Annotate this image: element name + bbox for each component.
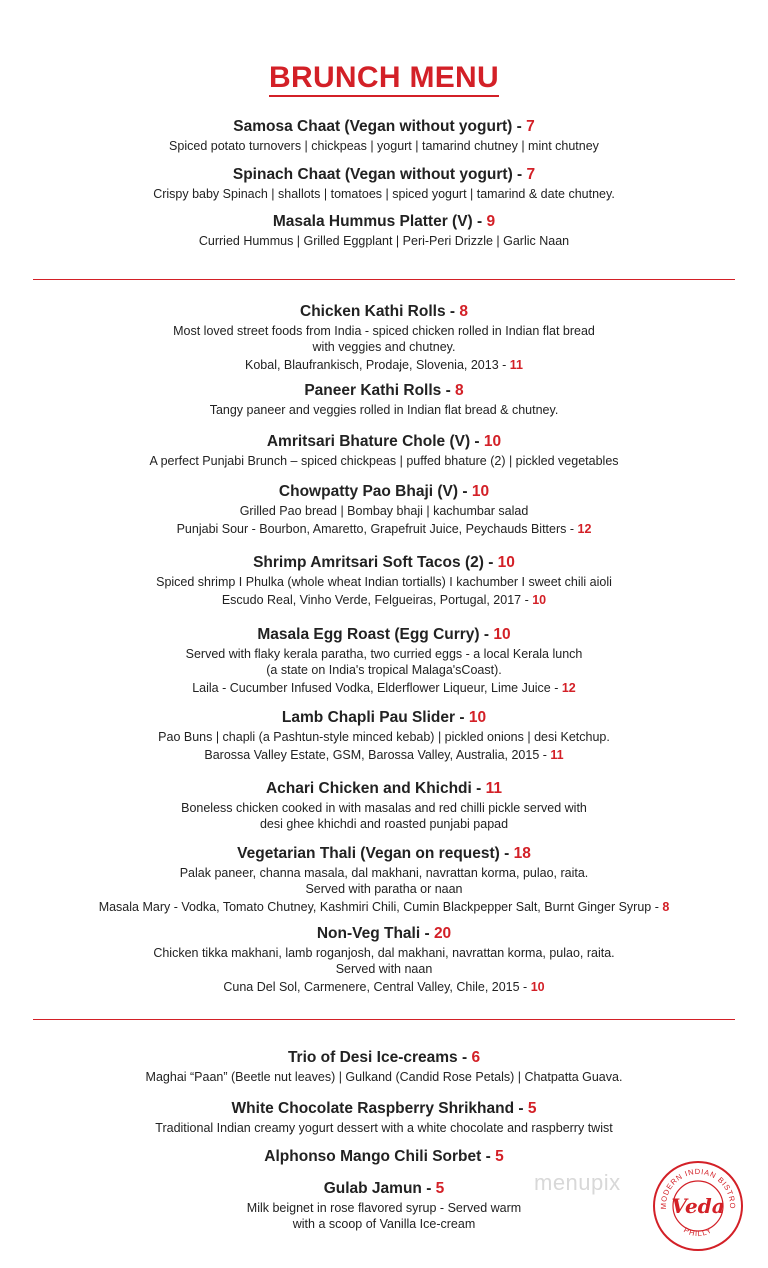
menu-item (40, 845, 728, 915)
item-name (40, 166, 728, 184)
drink-pairing (40, 747, 728, 763)
item-name (40, 1049, 728, 1067)
menu-item (40, 1148, 728, 1168)
item-title: Masala Egg Roast (Egg Curry) - (257, 626, 494, 643)
item-description: Grilled Pao bread | Bombay bhaji | kachumbar salad (239, 504, 529, 518)
item-price: 20 (433, 925, 452, 942)
logo-ring-path: MODERN INDIAN BISTRO (658, 1166, 738, 1210)
item-description: Palak paneer, channa masala, dal makhani, navrattan korma, pulao, raita. (179, 866, 589, 880)
menu-item (40, 1100, 728, 1136)
pairing-text: Masala Mary - Vodka, Tomato Chutney, Kashmiri Chili, Cumin Blackpepper Salt, Burnt Ginger Syrup - (98, 900, 663, 914)
menu-item (40, 554, 728, 608)
watermark-text: menupix (534, 1170, 621, 1195)
item-price: 8 (455, 382, 464, 399)
item-description: A perfect Punjabi Brunch – spiced chickpeas | puffed bhature (2) | pickled vegetables (149, 454, 619, 468)
item-description: Served with flaky kerala paratha, two curried eggs - a local Kerala lunch (185, 647, 583, 661)
item-title: Amritsari Bhature Chole (V) - (266, 433, 484, 450)
item-price: 10 (493, 626, 511, 643)
item-title: Shrimp Amritsari Soft Tacos (2) - (253, 554, 498, 571)
item-price: 11 (485, 780, 502, 797)
drink-pairing (40, 357, 728, 373)
pairing-text: Escudo Real, Vinho Verde, Felgueiras, Portugal, 2017 - (221, 593, 533, 607)
item-description: Spiced potato turnovers | chickpeas | yogurt | tamarind chutney | mint chutney (169, 139, 599, 153)
item-price: 7 (526, 118, 535, 135)
menu-item (40, 433, 728, 469)
logo-brand-text: Veda (671, 1194, 725, 1218)
section-divider (33, 279, 735, 280)
item-description: Pao Buns | chapli (a Pashtun-style minced kebab) | pickled onions | desi Ketchup. (158, 730, 610, 744)
item-title: Chowpatty Pao Bhaji (V) - (278, 483, 472, 500)
item-description: Curried Hummus | Grilled Eggplant | Peri-Peri Drizzle | Garlic Naan (198, 234, 570, 248)
item-name (40, 213, 728, 231)
drink-pairing (40, 592, 728, 608)
item-description: (a state on India's tropical Malaga'sCoast). (266, 663, 502, 677)
item-description: Served with paratha or naan (305, 882, 463, 896)
item-title: Achari Chicken and Khichdi - (265, 780, 486, 797)
item-name (40, 118, 728, 136)
item-title: Lamb Chapli Pau Slider - (281, 709, 469, 726)
item-name (40, 1180, 728, 1198)
menu-item (40, 925, 728, 995)
item-name (40, 303, 728, 321)
menu-item (40, 213, 728, 249)
pairing-price: 12 (561, 681, 576, 695)
veda-logo (652, 1160, 744, 1252)
pairing-price: 8 (662, 900, 670, 914)
item-name (40, 780, 728, 798)
item-price: 10 (471, 483, 490, 500)
pairing-text: Cuna Del Sol, Carmenere, Central Valley, Chile, 2015 - (223, 980, 531, 994)
item-title: Trio of Desi Ice-creams - (287, 1049, 472, 1066)
item-title: Masala Hummus Platter (V) - (272, 213, 487, 230)
item-description: Chicken tikka makhani, lamb roganjosh, dal makhani, navrattan korma, pulao, raita. (153, 946, 615, 960)
item-name (40, 845, 728, 863)
item-title: Chicken Kathi Rolls - (300, 303, 460, 320)
item-description: Spiced shrimp I Phulka (whole wheat Indian tortialls) I kachumber I sweet chili aioli (156, 575, 612, 589)
item-price: 10 (483, 433, 502, 450)
pairing-price: 11 (550, 748, 564, 762)
item-name (40, 483, 728, 501)
item-price: 6 (471, 1049, 481, 1066)
item-name (40, 433, 728, 451)
pairing-price: 10 (532, 593, 547, 607)
item-price: 5 (527, 1100, 537, 1117)
item-description: Traditional Indian creamy yogurt dessert with a white chocolate and raspberry twist (155, 1121, 613, 1135)
item-name (40, 1100, 728, 1118)
menu-item (40, 166, 728, 202)
menu-item (40, 483, 728, 537)
item-title: Spinach Chaat (Vegan without yogurt) - (232, 166, 527, 183)
item-title: Non-Veg Thali - (316, 925, 434, 942)
item-description: Crispy baby Spinach | shallots | tomatoes | spiced yogurt | tamarind & date chutney. (153, 187, 615, 201)
item-price: 9 (486, 213, 496, 230)
item-name (40, 709, 728, 727)
section-divider (33, 1019, 735, 1020)
item-description: Served with naan (335, 962, 433, 976)
item-title: Samosa Chaat (Vegan without yogurt) - (233, 118, 527, 135)
item-price: 8 (459, 303, 468, 320)
pairing-text: Punjabi Sour - Bourbon, Amaretto, Grapefruit Juice, Peychauds Bitters - (176, 522, 578, 536)
logo-city-text (682, 1225, 714, 1238)
item-description: with a scoop of Vanilla Ice-cream (292, 1217, 476, 1231)
item-name (40, 925, 728, 943)
item-description: Maghai “Paan” (Beetle nut leaves) | Gulkand (Candid Rose Petals) | Chatpatta Guava. (145, 1070, 623, 1084)
drink-pairing (40, 899, 728, 915)
item-price: 18 (513, 845, 531, 862)
menu-title (0, 60, 768, 96)
menu-item (40, 1180, 728, 1232)
item-description: desi ghee khichdi and roasted punjabi papad (259, 817, 509, 831)
menu-item (40, 709, 728, 763)
item-title: Alphonso Mango Chili Sorbet - (264, 1148, 496, 1165)
item-title: Gulab Jamun - (323, 1180, 436, 1197)
menu-title-text: BRUNCH MENU (269, 61, 499, 97)
item-title: White Chocolate Raspberry Shrikhand - (231, 1100, 528, 1117)
drink-pairing (40, 680, 728, 696)
drink-pairing (40, 979, 728, 995)
pairing-text: Laila - Cucumber Infused Vodka, Elderflower Liqueur, Lime Juice - (192, 681, 562, 695)
item-name (40, 554, 728, 572)
item-description: Boneless chicken cooked in with masalas and red chilli pickle served with (181, 801, 587, 815)
item-description: Milk beignet in rose flavored syrup - Served warm (246, 1201, 522, 1215)
drink-pairing (40, 521, 728, 537)
item-description: Most loved street foods from India - spiced chicken rolled in Indian flat bread (173, 324, 595, 338)
item-name (40, 626, 728, 644)
menu-item (40, 780, 728, 832)
item-price: 10 (468, 709, 487, 726)
pairing-text: Barossa Valley Estate, GSM, Barossa Valley, Australia, 2015 - (204, 748, 551, 762)
pairing-text: Kobal, Blaufrankisch, Prodaje, Slovenia, 2013 - (245, 358, 510, 372)
item-name (40, 382, 728, 400)
logo-city-path: PHILLY (682, 1225, 714, 1239)
menu-item (40, 1049, 728, 1085)
menu-item (40, 626, 728, 696)
menu-item (40, 303, 728, 373)
item-title: Paneer Kathi Rolls - (304, 382, 456, 399)
item-name (40, 1148, 728, 1166)
item-price: 7 (526, 166, 536, 183)
item-title: Vegetarian Thali (Vegan on request) - (237, 845, 514, 862)
item-price: 10 (497, 554, 515, 571)
pairing-price: 12 (577, 522, 592, 536)
item-description: with veggies and chutney. (312, 340, 456, 354)
menu-item (40, 118, 728, 154)
pairing-price: 11 (509, 358, 523, 372)
item-price: 5 (495, 1148, 504, 1165)
menu-item (40, 382, 728, 418)
item-description: Tangy paneer and veggies rolled in Indian flat bread & chutney. (209, 403, 559, 417)
item-price: 5 (435, 1180, 445, 1197)
pairing-price: 10 (530, 980, 545, 994)
